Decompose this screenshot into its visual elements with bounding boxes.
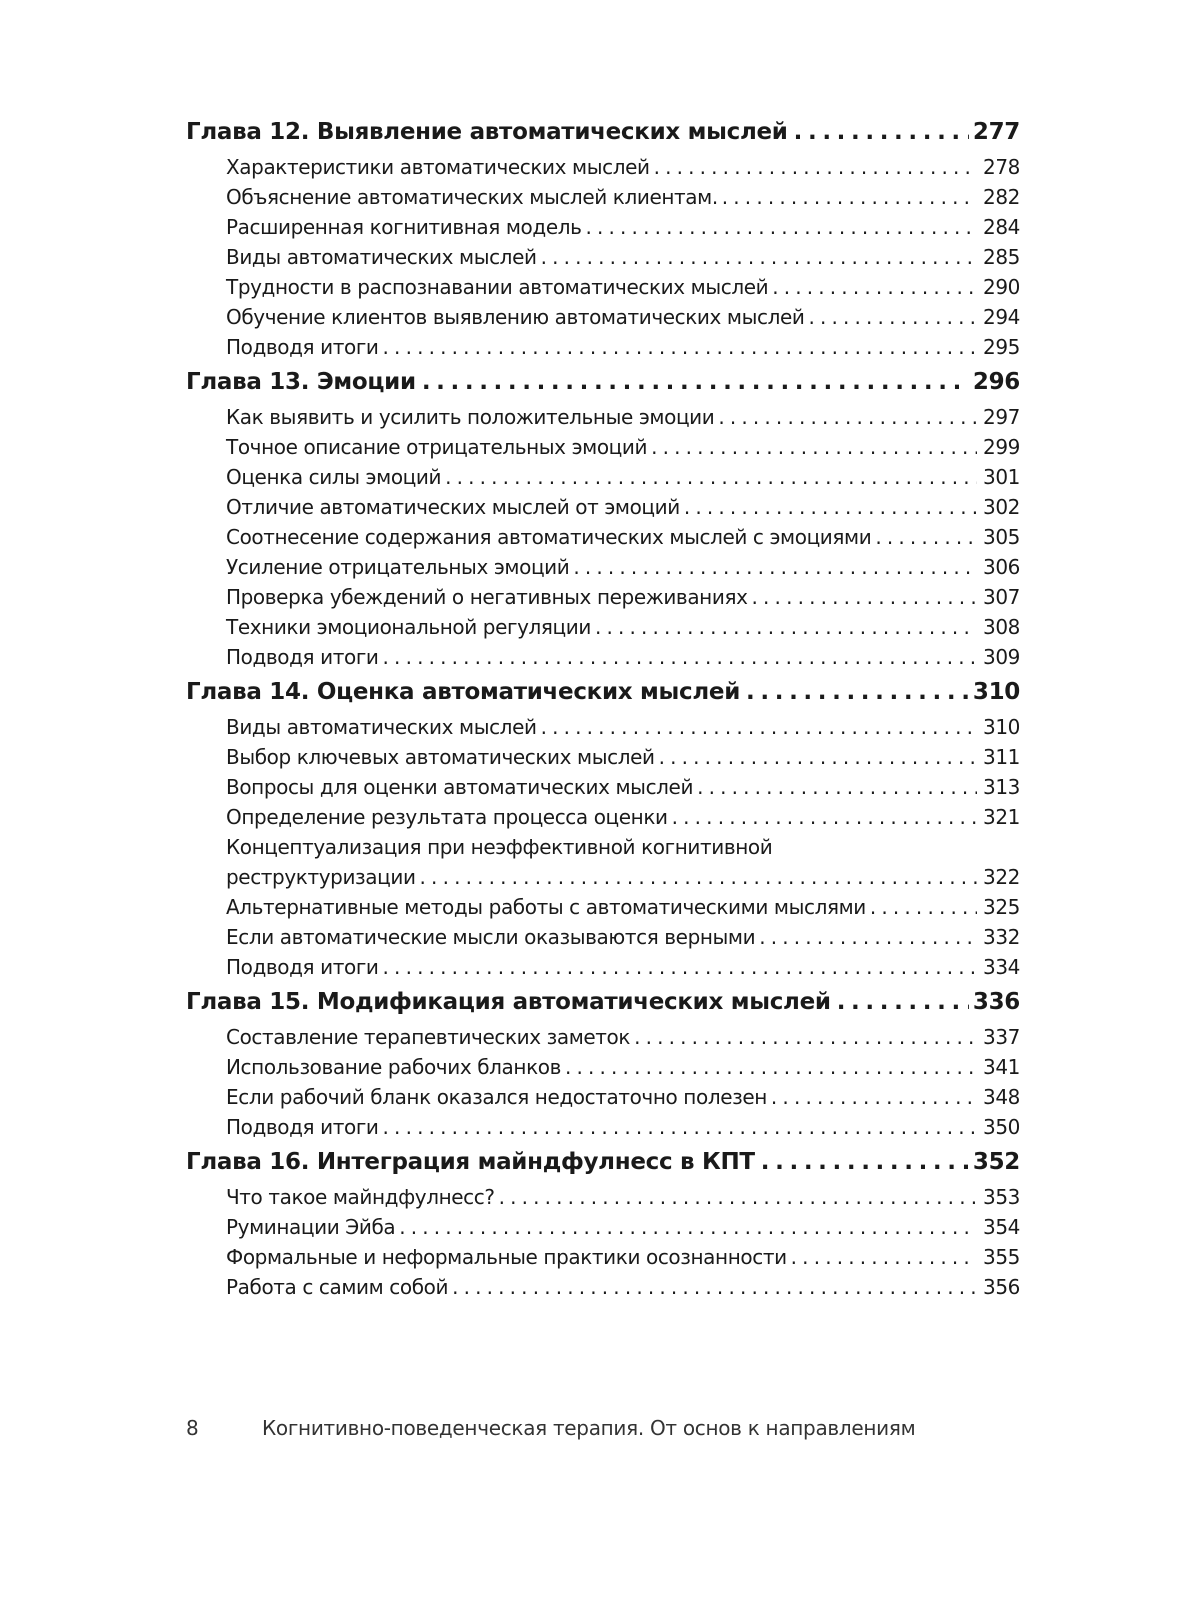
toc-entry	[226, 832, 1020, 892]
running-title: Когнитивно-поведенческая терапия. От основ к направлениям	[262, 1416, 916, 1440]
entry-title: Объяснение автоматических мыслей клиентам.	[226, 185, 718, 209]
entry-title-line2-row	[226, 862, 1020, 892]
entry-page: 337	[983, 1025, 1020, 1049]
toc-entry	[226, 922, 1020, 952]
chapter-heading	[186, 112, 1020, 152]
entry-title: Виды автоматических мыслей	[226, 245, 537, 269]
entry-title: Использование рабочих бланков	[226, 1055, 561, 1079]
dot-leader	[718, 402, 977, 432]
dot-leader	[659, 742, 977, 772]
entry-title: Если рабочий бланк оказался недостаточно полезен	[226, 1085, 767, 1109]
table-of-contents	[186, 112, 1020, 1302]
entry-page: 310	[983, 715, 1020, 739]
entry-title: реструктуризации	[226, 865, 416, 889]
toc-entry	[226, 742, 1020, 772]
toc-entry	[226, 1182, 1020, 1212]
entry-title: Выбор ключевых автоматических мыслей	[226, 745, 655, 769]
toc-entry	[226, 772, 1020, 802]
dot-leader	[565, 1052, 977, 1082]
toc-entry	[226, 1082, 1020, 1112]
dot-leader	[794, 112, 969, 152]
entry-page: 305	[983, 525, 1020, 549]
dot-leader	[499, 1182, 977, 1212]
entry-page: 282	[983, 185, 1020, 209]
chapter-entries	[186, 712, 1020, 982]
toc-entry	[226, 612, 1020, 642]
entry-title: Обучение клиентов выявлению автоматических мыслей	[226, 305, 805, 329]
entry-page: 354	[983, 1215, 1020, 1239]
toc-entry	[226, 1052, 1020, 1082]
toc-entry	[226, 212, 1020, 242]
chapter-page: 352	[972, 1149, 1020, 1175]
toc-entry	[226, 642, 1020, 672]
entry-title: Усиление отрицательных эмоций	[226, 555, 570, 579]
entry-page: 306	[983, 555, 1020, 579]
entry-page: 290	[983, 275, 1020, 299]
entry-title: Если автоматические мысли оказываются верными	[226, 925, 756, 949]
dot-leader	[697, 772, 977, 802]
entry-title: Точное описание отрицательных эмоций	[226, 435, 648, 459]
entry-title: Руминации Эйба	[226, 1215, 396, 1239]
toc-entry	[226, 432, 1020, 462]
entry-page: 341	[983, 1055, 1020, 1079]
dot-leader	[383, 952, 977, 982]
chapter-title: Глава 16. Интеграция майндфулнесс в КПТ	[186, 1149, 755, 1175]
entry-page: 294	[983, 305, 1020, 329]
entry-page: 334	[983, 955, 1020, 979]
entry-title: Соотнесение содержания автоматических мыслей с эмоциями	[226, 525, 872, 549]
toc-entry	[226, 712, 1020, 742]
toc-entry	[226, 302, 1020, 332]
entry-title: Что такое майндфулнесс?	[226, 1185, 495, 1209]
toc-entry	[226, 892, 1020, 922]
toc-entry	[226, 462, 1020, 492]
entry-title: Трудности в распознавании автоматических мыслей	[226, 275, 769, 299]
chapter-page: 336	[972, 989, 1020, 1015]
dot-leader	[837, 982, 969, 1022]
chapter-heading	[186, 1142, 1020, 1182]
entry-page: 332	[983, 925, 1020, 949]
toc-entry	[226, 802, 1020, 832]
entry-page: 356	[983, 1275, 1020, 1299]
entry-title: Виды автоматических мыслей	[226, 715, 537, 739]
toc-entry	[226, 492, 1020, 522]
entry-page: 309	[983, 645, 1020, 669]
page-number: 8	[186, 1416, 199, 1440]
entry-title: Проверка убеждений о негативных переживаниях	[226, 585, 748, 609]
entry-title: Как выявить и усилить положительные эмоции	[226, 405, 715, 429]
entry-page: 325	[983, 895, 1020, 919]
entry-title: Техники эмоциональной регуляции	[226, 615, 591, 639]
dot-leader	[746, 672, 969, 712]
dot-leader	[573, 552, 977, 582]
dot-leader	[870, 892, 977, 922]
entry-title: Составление терапевтических заметок	[226, 1025, 631, 1049]
toc-entry	[226, 242, 1020, 272]
entry-title: Подводя итоги	[226, 645, 379, 669]
entry-title: Отличие автоматических мыслей от эмоций	[226, 495, 680, 519]
entry-page: 285	[983, 245, 1020, 269]
dot-leader	[383, 1112, 977, 1142]
dot-leader	[420, 862, 977, 892]
dot-leader	[399, 1212, 977, 1242]
chapter-title: Глава 15. Модификация автоматических мыслей	[186, 989, 831, 1015]
dot-leader	[595, 612, 977, 642]
dot-leader	[791, 1242, 977, 1272]
toc-entry	[226, 952, 1020, 982]
chapter-heading	[186, 672, 1020, 712]
dot-leader	[452, 1272, 977, 1302]
entry-page: 355	[983, 1245, 1020, 1269]
entry-page: 307	[983, 585, 1020, 609]
dot-leader	[422, 362, 969, 402]
dot-leader	[651, 432, 977, 462]
entry-page: 322	[983, 865, 1020, 889]
toc-entry	[226, 272, 1020, 302]
entry-title: Работа с самим собой	[226, 1275, 449, 1299]
dot-leader	[722, 182, 977, 212]
entry-page: 301	[983, 465, 1020, 489]
toc-entry	[226, 582, 1020, 612]
entry-title: Подводя итоги	[226, 955, 379, 979]
chapter-page: 310	[972, 679, 1020, 705]
entry-page: 313	[983, 775, 1020, 799]
page-footer	[186, 1416, 915, 1440]
dot-leader	[672, 802, 977, 832]
chapter-page: 296	[972, 369, 1020, 395]
entry-title: Вопросы для оценки автоматических мыслей	[226, 775, 694, 799]
dot-leader	[634, 1022, 977, 1052]
dot-leader	[761, 1142, 969, 1182]
chapter-entries	[186, 1022, 1020, 1142]
dot-leader	[654, 152, 977, 182]
dot-leader	[771, 1082, 977, 1112]
chapter-entries	[186, 1182, 1020, 1302]
entry-title: Расширенная когнитивная модель	[226, 215, 582, 239]
entry-title-line1: Концептуализация при неэффективной когнитивной	[226, 835, 773, 859]
entry-page: 353	[983, 1185, 1020, 1209]
chapter-entries	[186, 402, 1020, 672]
entry-page: 308	[983, 615, 1020, 639]
dot-leader	[808, 302, 977, 332]
chapter-title: Глава 13. Эмоции	[186, 369, 416, 395]
entry-title: Определение результата процесса оценки	[226, 805, 668, 829]
toc-entry	[226, 152, 1020, 182]
toc-entry	[226, 1242, 1020, 1272]
entry-title: Формальные и неформальные практики осознанности	[226, 1245, 787, 1269]
entry-title: Альтернативные методы работы с автоматическими мыслями	[226, 895, 866, 919]
entry-page: 299	[983, 435, 1020, 459]
dot-leader	[383, 332, 977, 362]
chapter-entries	[186, 152, 1020, 362]
dot-leader	[752, 582, 977, 612]
dot-leader	[541, 712, 977, 742]
dot-leader	[759, 922, 977, 952]
entry-page: 311	[983, 745, 1020, 769]
chapter-title: Глава 14. Оценка автоматических мыслей	[186, 679, 741, 705]
dot-leader	[875, 522, 977, 552]
entry-page: 350	[983, 1115, 1020, 1139]
entry-page: 278	[983, 155, 1020, 179]
toc-entry	[226, 332, 1020, 362]
toc-entry	[226, 1022, 1020, 1052]
toc-entry	[226, 522, 1020, 552]
entry-page: 297	[983, 405, 1020, 429]
chapter-page: 277	[972, 119, 1020, 145]
toc-entry	[226, 1212, 1020, 1242]
dot-leader	[772, 272, 977, 302]
toc-entry	[226, 552, 1020, 582]
toc-entry	[226, 182, 1020, 212]
entry-title: Характеристики автоматических мыслей	[226, 155, 650, 179]
toc-entry	[226, 1112, 1020, 1142]
entry-page: 321	[983, 805, 1020, 829]
toc-entry	[226, 402, 1020, 432]
entry-title: Подводя итоги	[226, 1115, 379, 1139]
entry-title: Подводя итоги	[226, 335, 379, 359]
dot-leader	[586, 212, 978, 242]
entry-page: 295	[983, 335, 1020, 359]
dot-leader	[684, 492, 977, 522]
dot-leader	[445, 462, 977, 492]
chapter-heading	[186, 982, 1020, 1022]
toc-entry	[226, 1272, 1020, 1302]
chapter-title: Глава 12. Выявление автоматических мыслей	[186, 119, 788, 145]
entry-page: 302	[983, 495, 1020, 519]
chapter-heading	[186, 362, 1020, 402]
dot-leader	[541, 242, 977, 272]
entry-title: Оценка силы эмоций	[226, 465, 442, 489]
entry-page: 284	[983, 215, 1020, 239]
entry-page: 348	[983, 1085, 1020, 1109]
dot-leader	[383, 642, 977, 672]
